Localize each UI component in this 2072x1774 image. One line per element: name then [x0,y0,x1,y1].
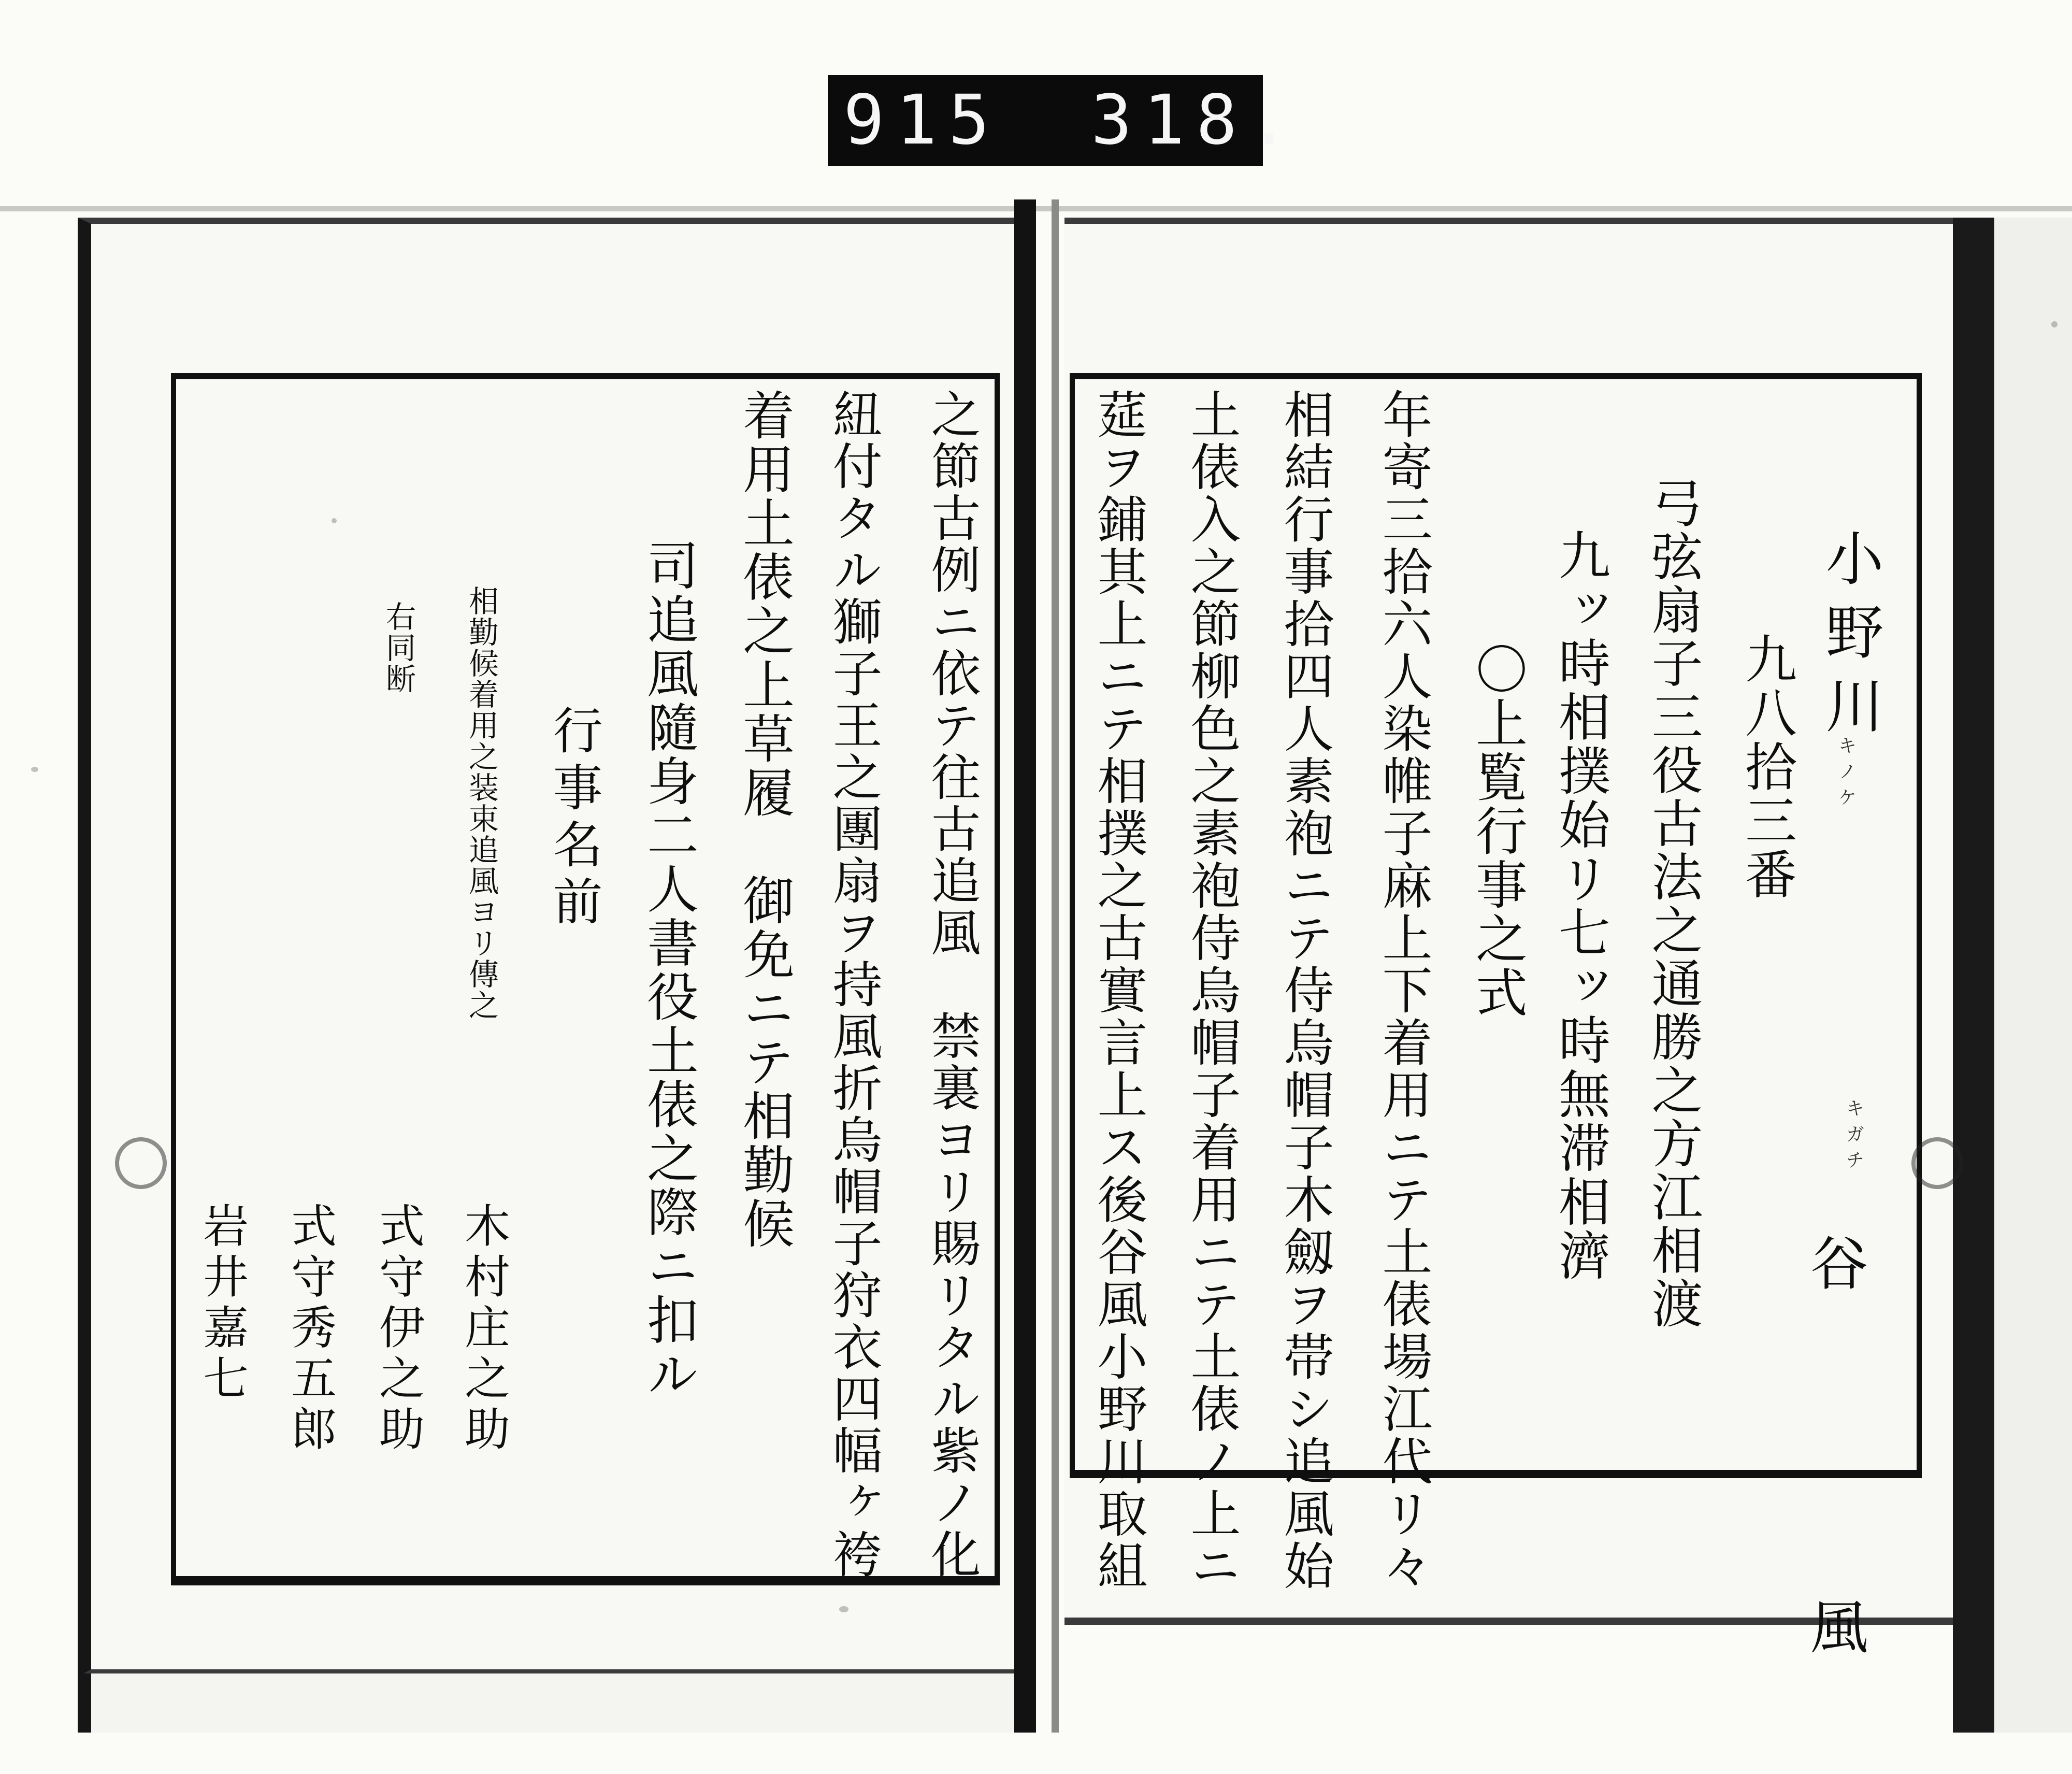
text-column: 紐付タル獅子王之團扇ヲ持風折烏帽子狩衣四幅ヶ袴 [825,389,883,1580]
gyoji-name: 式守伊之助 [372,1202,425,1456]
furigana-kigachi: キガチ [1843,1098,1864,1176]
text-column: 着用土俵之上草履 御免ニテ相勤候 [734,389,795,1251]
text-column: 土俵入之節柳色之素袍侍烏帽子着用ニテ土俵ノ上ニ [1182,389,1241,1592]
text-column: 右同断 [381,601,416,694]
right-margin-circle-mark [1911,1137,1963,1189]
text-column: 弓弦扇子三役古法之通勝之方江相渡 [1643,477,1703,1330]
text-column: 行事名前 [545,705,603,933]
text-column: 莚ヲ鋪其上ニテ相撲之古實言上ス後谷風小野川取組 [1089,389,1147,1592]
scan-noise [839,1606,848,1612]
gyoji-name: 岩井嘉七 [196,1202,249,1405]
text-column: 九ッ時相撲始リ七ッ時無滞相濟 [1550,528,1610,1283]
left-page-bottom-margin [78,1673,1029,1733]
catalog-number-left: 915 [843,80,1001,160]
book-gutter [1014,199,1036,1733]
gyoji-name: 木村庄之助 [457,1202,511,1456]
scan-noise [2051,321,2057,327]
furigana-kinote: キノケ [1835,736,1857,813]
scan-noise [31,767,38,772]
text-column: 之節古例ニ依テ往古追風 禁裏ヨリ賜リタル紫ノ化 [923,389,981,1580]
wrestler-name-tanikaze: 谷 風 [1801,1233,1868,1774]
text-column: 相結行事拾四人素袍ニテ侍烏帽子木劔ヲ帯シ追風始 [1275,389,1334,1592]
text-column: 九八拾三番 [1736,632,1797,902]
scan-noise [332,518,337,523]
text-column: 小野川 [1816,528,1883,749]
scan-edge-line [0,206,2072,211]
text-column: 年寄三拾六人染帷子麻上下着用ニテ土俵場江代リ々 [1374,389,1432,1592]
catalog-number-label [828,75,1301,166]
book-gutter-shadow [1052,199,1059,1733]
next-page-edge-paper [1994,218,2072,1733]
text-column: 〇上覧行事之式 [1467,642,1528,1020]
gyoji-name: 式守秀五郎 [284,1202,337,1456]
text-column: 司追風隨身二人書役土俵之際ニ扣ル [638,539,699,1401]
left-margin-circle-mark [115,1137,167,1189]
text-column: 相勤候着用之装束追風ヨリ傳之 [464,585,499,1021]
catalog-number-right: 318. [1091,80,1301,160]
